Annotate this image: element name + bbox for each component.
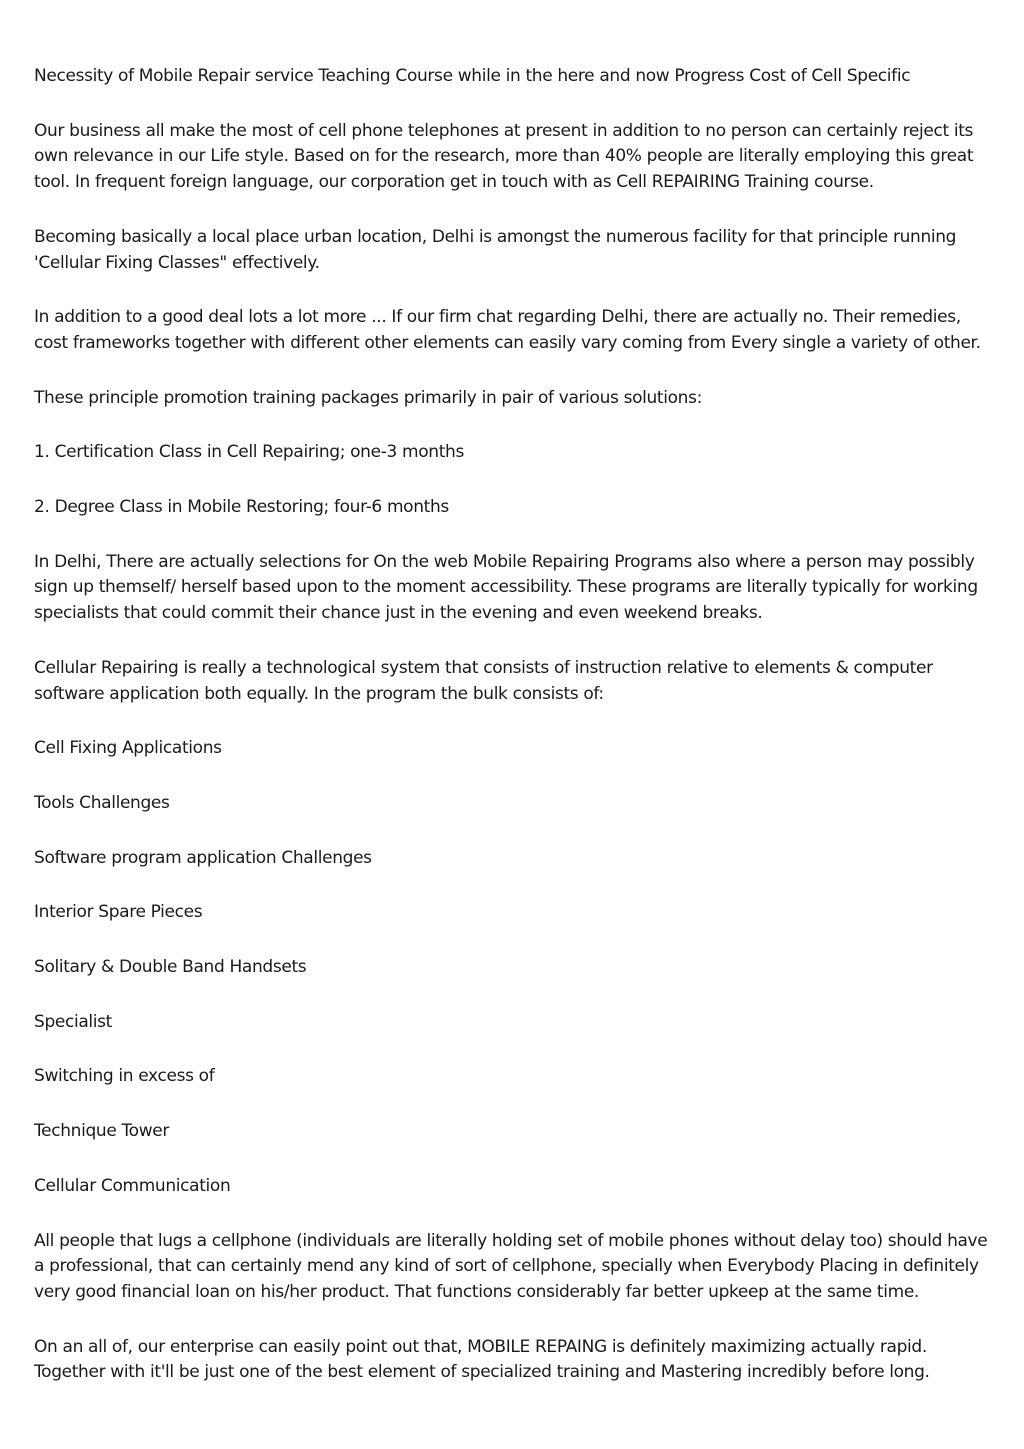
paragraph-packages: These principle promotion training packages primarily in pair of various solutions: (34, 387, 702, 408)
list-item: Interior Spare Pieces (34, 902, 203, 923)
list-item-degree: 2. Degree Class in Mobile Restoring; four-6 months (34, 497, 449, 518)
paragraph-program-contents: Cellular Repairing is really a technological system that consists of instruction relative to elements & computer software application both equally. In the program the bulk consists of: (34, 657, 933, 704)
list-item: Tools Challenges (34, 792, 170, 813)
list-item: Cell Fixing Applications (34, 738, 222, 759)
list-item: Cellular Communication (34, 1175, 231, 1196)
document-title: Necessity of Mobile Repair service Teaching Course while in the here and now Progress Cost of Cell Specific (34, 66, 911, 86)
list-item: Technique Tower (34, 1121, 170, 1142)
paragraph-cost-frameworks: In addition to a good deal lots a lot more ... If our firm chat regarding Delhi, there are actually no. Their remedies, cost frameworks together with different other elements can easily vary coming from Every single a variety of other. (34, 307, 981, 353)
list-item: Specialist (34, 1011, 112, 1032)
list-item-certification: 1. Certification Class in Cell Repairing; one-3 months (34, 442, 464, 463)
list-item: Switching in excess of (34, 1066, 215, 1087)
paragraph-delhi: Becoming basically a local place urban location, Delhi is amongst the numerous facility for that principle running 'Cellular Fixing Classes" effectively. (34, 226, 957, 273)
document-body (34, 64, 994, 1415)
list-item: Software program application Challenges (34, 847, 372, 868)
paragraph-online-programs: In Delhi, There are actually selections for On the web Mobile Repairing Programs also where a person may possibly sign up themself/ herself based upon to the moment accessibility. These programs are literally typically for working specialists that could commit their chance just in the evening and even weekend breaks. (34, 551, 978, 624)
paragraph-intro: Our business all make the most of cell phone telephones at present in addition to no person can certainly reject its own relevance in our Life style. Based on for the research, more than 40% people are literally employing this great tool. In frequent foreign language, our corporation get in touch with as Cell REPAIRING Training course. (34, 120, 974, 193)
paragraph-conclusion: On an all of, our enterprise can easily point out that, MOBILE REPAING is definitely maximizing actually rapid. Together with it'll be just one of the best element of specialized training and Mastering incredibly before long. (34, 1336, 930, 1383)
list-item: Solitary & Double Band Handsets (34, 957, 307, 978)
paragraph-professional: All people that lugs a cellphone (individuals are literally holding set of mobile phones without delay too) should have a professional, that can certainly mend any kind of sort of cellphone, specially when Everybody Placing in definitely very good financial loan on his/her product. That functions considerably far better upkeep at the same time. (34, 1230, 988, 1302)
